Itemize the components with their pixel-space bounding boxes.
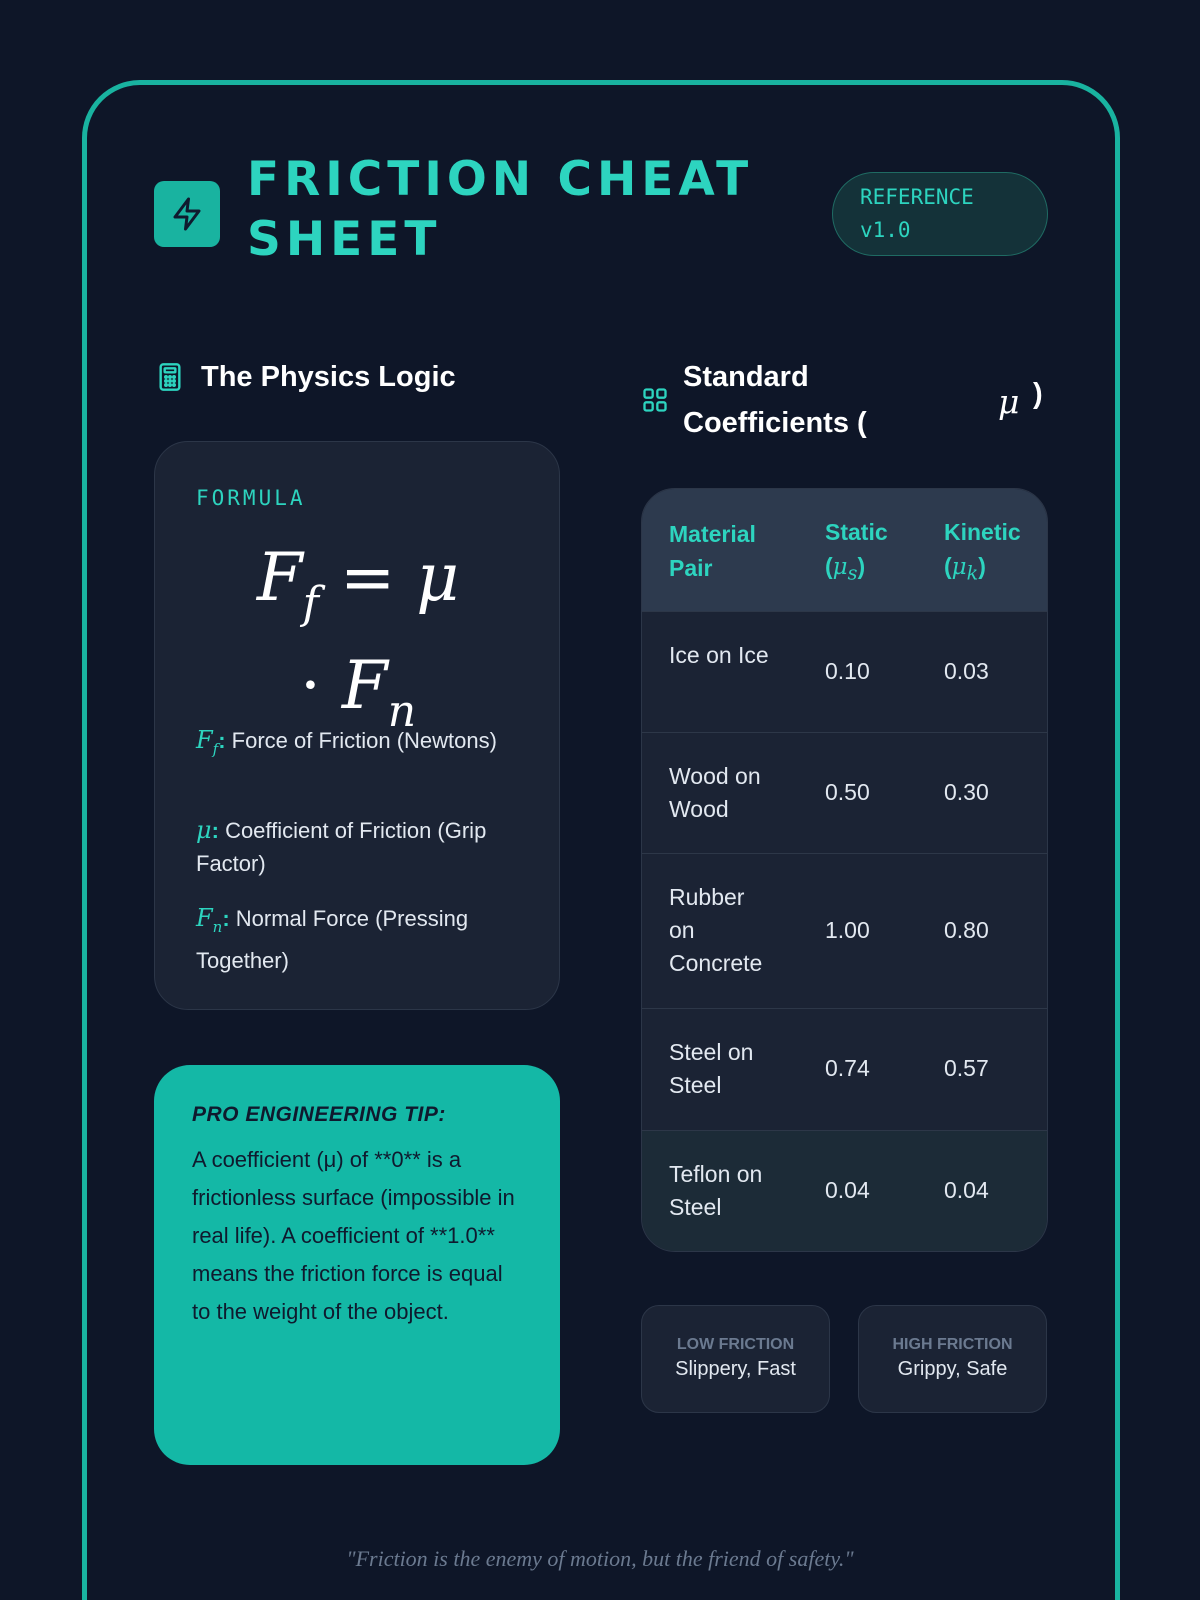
cell-material: Wood on Wood bbox=[669, 763, 761, 822]
definition-fn: $F_n$: Normal Force (Pressing Together) bbox=[196, 904, 469, 973]
cell-kinetic: 0.30 bbox=[944, 779, 989, 805]
lightning-bolt-icon bbox=[154, 181, 220, 247]
column-header-static: Static $(\mu_s)$ bbox=[825, 519, 888, 585]
cell-static: 0.04 bbox=[825, 1177, 870, 1203]
coefficients-heading bbox=[641, 354, 901, 446]
definition-text: Normal Force (Pressing Together) bbox=[196, 906, 469, 973]
definition-symbol: μ bbox=[196, 816, 212, 844]
column-header-material: Material Pair bbox=[669, 521, 756, 581]
pro-tip-card bbox=[154, 1065, 560, 1465]
calculator-icon bbox=[154, 361, 186, 393]
formula-card bbox=[154, 441, 560, 1010]
cell-static: 0.10 bbox=[825, 658, 870, 684]
definition-text: Force of Friction (Newtons) bbox=[231, 728, 497, 753]
low-friction-caption: LOW FRICTION bbox=[676, 1336, 795, 1353]
high-friction-pill bbox=[858, 1305, 1047, 1413]
table-row bbox=[642, 853, 1048, 1008]
cell-material: Teflon on Steel bbox=[669, 1161, 763, 1220]
coefficients-heading-symbol: μ bbox=[998, 382, 1020, 421]
high-friction-value: Grippy, Safe bbox=[897, 1358, 1008, 1380]
low-friction-pill bbox=[641, 1305, 830, 1413]
cell-material: Ice on Ice bbox=[669, 642, 769, 668]
table-header bbox=[642, 489, 1048, 611]
definition-text: Coefficient of Friction (Grip Factor) bbox=[196, 818, 487, 876]
column-header-kinetic: Kinetic $(\mu_k)$ bbox=[944, 519, 1021, 585]
grid-icon bbox=[641, 386, 669, 414]
table-row bbox=[642, 1008, 1048, 1130]
coefficients-heading-close: ) bbox=[1033, 378, 1043, 410]
formula-equation: $F_f = \mu$ · $F_n$ bbox=[256, 539, 460, 737]
cell-static: 1.00 bbox=[825, 917, 870, 943]
definition-symbol: $F_n$ bbox=[196, 904, 223, 936]
definition-ff: $F_f$: Force of Friction (Newtons) bbox=[196, 726, 497, 758]
cell-static: 0.50 bbox=[825, 779, 870, 805]
coefficients-heading-label: Standard Coefficients ( bbox=[683, 361, 867, 439]
table-row bbox=[642, 611, 1048, 732]
definition-mu: μ: Coefficient of Friction (Grip Factor) bbox=[196, 816, 487, 876]
physics-heading-label: The Physics Logic bbox=[201, 361, 456, 393]
cell-kinetic: 0.57 bbox=[944, 1055, 989, 1081]
cell-material: Rubber on Concrete bbox=[669, 884, 763, 976]
definition-symbol: $F_f$ bbox=[196, 726, 219, 758]
cell-kinetic: 0.04 bbox=[944, 1177, 989, 1203]
table-row bbox=[642, 1130, 1048, 1252]
pro-tip-body: A coefficient (μ) of **0** is a frictionless surface (impossible in real life). A coefficient of **1.0** means the friction force is equal to the weight of the object. bbox=[192, 1147, 515, 1324]
cell-kinetic: 0.03 bbox=[944, 658, 989, 684]
version-badge: REFERENCE v1.0 bbox=[832, 172, 1048, 256]
physics-heading bbox=[154, 354, 456, 400]
high-friction-caption: HIGH FRICTION bbox=[892, 1336, 1013, 1353]
cell-kinetic: 0.80 bbox=[944, 917, 989, 943]
cell-static: 0.74 bbox=[825, 1055, 870, 1081]
footer-quote: "Friction is the enemy of motion, but the friend of safety." bbox=[346, 1546, 854, 1571]
coefficients-table bbox=[641, 488, 1048, 1252]
table-row bbox=[642, 732, 1048, 853]
formula-label: FORMULA bbox=[196, 486, 306, 510]
cell-material: Steel on Steel bbox=[669, 1039, 754, 1098]
low-friction-value: Slippery, Fast bbox=[675, 1358, 796, 1380]
pro-tip-title: PRO ENGINEERING TIP: bbox=[192, 1103, 446, 1126]
page-title: FRICTION CHEAT SHEET bbox=[247, 152, 754, 267]
